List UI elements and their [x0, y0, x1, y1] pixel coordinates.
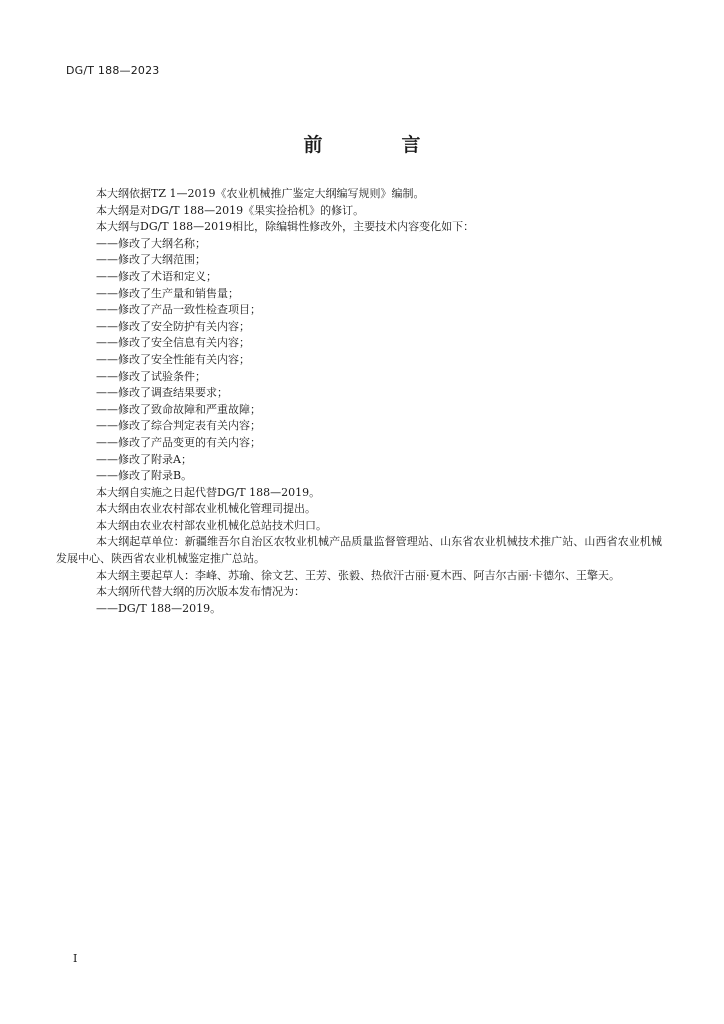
change-list-item: ——修改了安全防护有关内容； [96, 319, 250, 333]
intro-paragraph: 本大纲依据TZ 1—2019《农业机械推广鉴定大纲编写规则》编制。 [96, 187, 425, 200]
change-list-item: ——修改了附录A； [96, 452, 192, 466]
change-list-item: ——修改了附录B。 [96, 469, 193, 483]
change-list-item: ——修改了大纲范围； [96, 253, 206, 267]
change-list-item: ——修改了综合判定表有关内容； [96, 419, 261, 433]
closing-paragraph: 本大纲由农业农村部农业机械化管理司提出。 [96, 502, 316, 516]
foreword-body [56, 186, 662, 617]
history-list-item: ——DG/T 188—2019。 [96, 601, 222, 615]
closing-paragraph: 本大纲所代替大纲的历次版本发布情况为： [96, 585, 305, 599]
closing-paragraph: 本大纲自实施之日起代替DG/T 188—2019。 [96, 485, 321, 499]
change-list-item: ——修改了产品一致性检查项目； [96, 303, 261, 317]
change-list-item: ——修改了术语和定义； [96, 269, 217, 283]
change-list-item: ——修改了调查结果要求； [96, 386, 228, 400]
closing-paragraph: 本大纲由农业农村部农业机械化总站技术归口。 [96, 518, 327, 532]
change-list-item: ——修改了安全信息有关内容； [96, 336, 250, 350]
change-list-item: ——修改了试验条件； [96, 369, 206, 383]
intro-paragraph: 本大纲与DG/T 188—2019相比，除编辑性修改外，主要技术内容变化如下： [96, 220, 475, 234]
page-number: I [73, 952, 78, 965]
change-list-item: ——修改了致命故障和严重故障； [96, 402, 261, 416]
document-code-header: DG/T 188—2023 [66, 64, 160, 77]
change-list-item: ——修改了安全性能有关内容； [96, 352, 250, 366]
change-list-item: ——修改了大纲名称； [96, 236, 206, 250]
drafting-units-paragraph: 本大纲起草单位：新疆维吾尔自治区农牧业机械产品质量监督管理站、山东省农业机械技术推广站、山西省农业机械发展中心、陕西省农业机械鉴定推广总站。 [56, 535, 662, 566]
change-list-item: ——修改了生产量和销售量； [96, 286, 239, 300]
drafters-paragraph: 本大纲主要起草人：李峰、苏瑜、徐文艺、王芳、张毅、热依汗古丽·夏木西、阿吉尔古丽·卡德尔、王擎天。 [96, 568, 620, 582]
page-title: 前 言 [303, 134, 451, 156]
intro-paragraph: 本大纲是对DG/T 188—2019《果实捡拾机》的修订。 [96, 203, 365, 217]
change-list-item: ——修改了产品变更的有关内容； [96, 435, 261, 449]
